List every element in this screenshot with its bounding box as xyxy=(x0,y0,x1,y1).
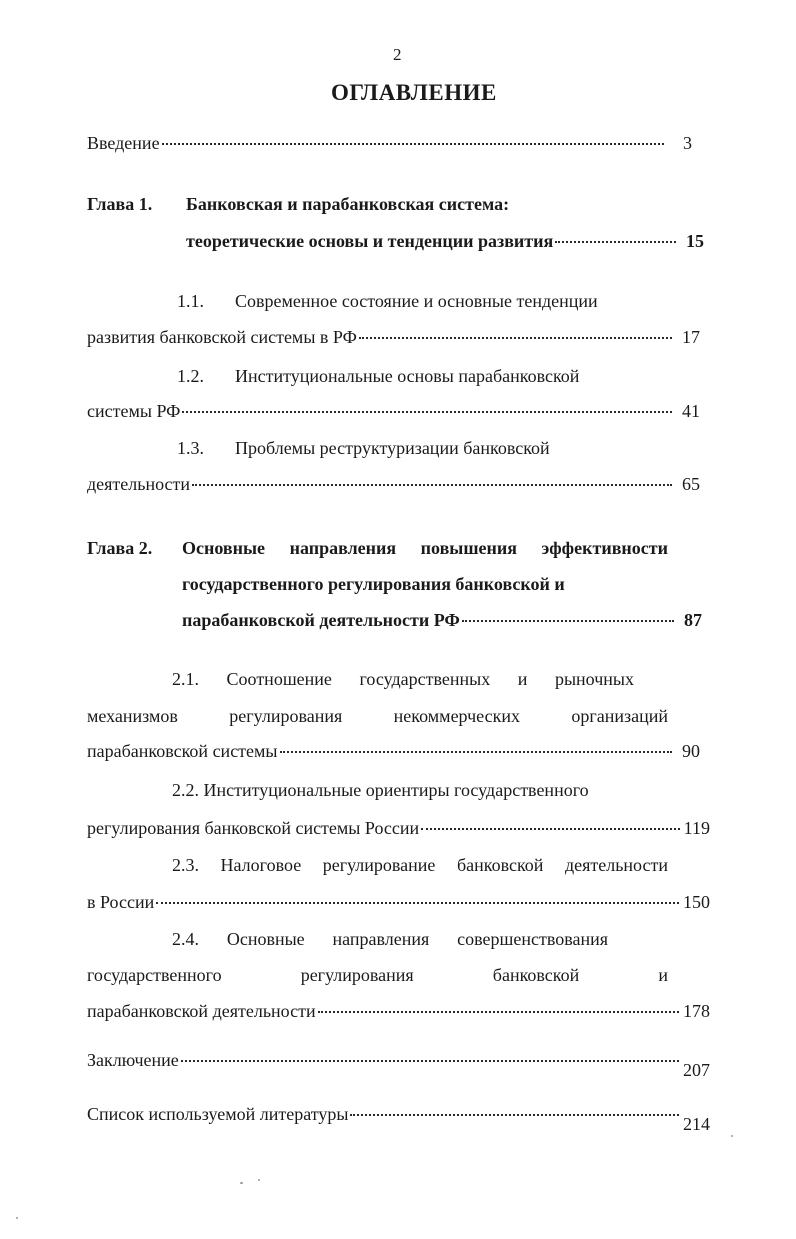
dot-leader xyxy=(359,337,672,339)
toc-entry-page: 214 xyxy=(683,1114,710,1134)
toc-entry-section-2-2 xyxy=(87,818,710,839)
toc-entry-label: Заключение xyxy=(87,1050,179,1070)
chapter2-label: Глава 2. xyxy=(87,538,153,558)
scan-speck xyxy=(16,1217,18,1219)
chapter2-title-line1: Основные направления повышения эффективности xyxy=(182,538,668,558)
chapter2-title-line2: государственного регулирования банковской и xyxy=(182,574,565,594)
toc-entry-label: Список используемой литературы xyxy=(87,1104,349,1124)
dot-leader xyxy=(280,751,672,753)
toc-entry-page: 90 xyxy=(682,741,700,761)
page-number: 2 xyxy=(393,45,402,64)
chapter1-title-line1: Банковская и парабанковская система: xyxy=(186,194,510,214)
section-2-2-line1: 2.2. Институциональные ориентиры государственного xyxy=(172,780,589,800)
section-number: 1.1. xyxy=(177,291,204,311)
dot-leader xyxy=(162,143,664,145)
section-title-line2: деятельности xyxy=(87,474,191,494)
dot-leader xyxy=(181,1060,679,1062)
toc-entry-intro xyxy=(87,133,692,154)
dot-leader xyxy=(156,902,679,904)
toc-entry-section-2-3 xyxy=(87,892,710,913)
toc-entry-page: 87 xyxy=(684,610,702,630)
section-number: 1.2. xyxy=(177,366,204,386)
section-title-line3: парабанковской деятельности xyxy=(87,1001,316,1021)
toc-entry-references xyxy=(87,1104,710,1134)
section-title-line1: Проблемы реструктуризации банковской xyxy=(235,438,550,458)
section-title-line3: парабанковской системы xyxy=(87,741,278,761)
toc-entry-page: 41 xyxy=(682,401,700,421)
chapter1-label: Глава 1. xyxy=(87,194,153,214)
toc-entry-section-1-2 xyxy=(87,401,700,422)
section-title-line2: развития банковской системы в РФ xyxy=(87,327,357,347)
section-2-3-line1: 2.3. Налоговое регулирование банковской деятельности xyxy=(172,855,668,875)
scan-speck xyxy=(240,1182,243,1184)
toc-entry-section-1-3 xyxy=(87,474,700,495)
section-2-4-line1: 2.4. Основные направления совершенствования xyxy=(172,929,608,949)
toc-entry-page: 207 xyxy=(683,1060,710,1080)
section-title-line1: Современное состояние и основные тенденции xyxy=(235,291,598,311)
toc-entry-page: 150 xyxy=(683,892,710,912)
dot-leader xyxy=(182,411,672,413)
section-number: 1.3. xyxy=(177,438,204,458)
toc-entry-page: 119 xyxy=(683,818,710,838)
section-2-1-line2: механизмов регулирования некоммерческих организаций xyxy=(87,706,668,726)
chapter1-title-line2: теоретические основы и тенденции развития xyxy=(186,231,554,251)
section-2-4-line2: государственного регулирования банковской и xyxy=(87,965,668,985)
toc-entry-section-1-1 xyxy=(87,327,700,348)
dot-leader xyxy=(350,1114,679,1116)
chapter2-title-line3: парабанковской деятельности РФ xyxy=(182,610,460,630)
dot-leader xyxy=(555,241,676,243)
toc-title: ОГЛАВЛЕНИЕ xyxy=(331,80,497,105)
toc-entry-section-2-1 xyxy=(87,741,700,762)
toc-entry-page: 15 xyxy=(686,231,704,251)
dot-leader xyxy=(421,828,680,830)
toc-entry-label: Введение xyxy=(87,133,160,153)
section-2-1-line1: 2.1. Соотношение государственных и рыночных xyxy=(172,669,634,689)
dot-leader xyxy=(192,484,672,486)
toc-entry-chapter1 xyxy=(186,231,704,252)
toc-entry-page: 178 xyxy=(683,1001,710,1021)
toc-entry-page: 17 xyxy=(682,327,700,347)
toc-entry-chapter2 xyxy=(182,610,702,631)
scan-speck xyxy=(258,1179,260,1181)
dot-leader xyxy=(318,1011,679,1013)
section-title-line1: Институциональные основы парабанковской xyxy=(235,366,580,386)
toc-entry-section-2-4 xyxy=(87,1001,710,1022)
section-title-line2: регулирования банковской системы России xyxy=(87,818,420,838)
toc-entry-page: 65 xyxy=(682,474,700,494)
section-title-line2: системы РФ xyxy=(87,401,181,421)
section-title-line2: в России xyxy=(87,892,155,912)
scan-speck xyxy=(731,1135,733,1137)
toc-entry-conclusion xyxy=(87,1050,710,1080)
dot-leader xyxy=(462,620,674,622)
toc-entry-page: 3 xyxy=(683,133,692,153)
